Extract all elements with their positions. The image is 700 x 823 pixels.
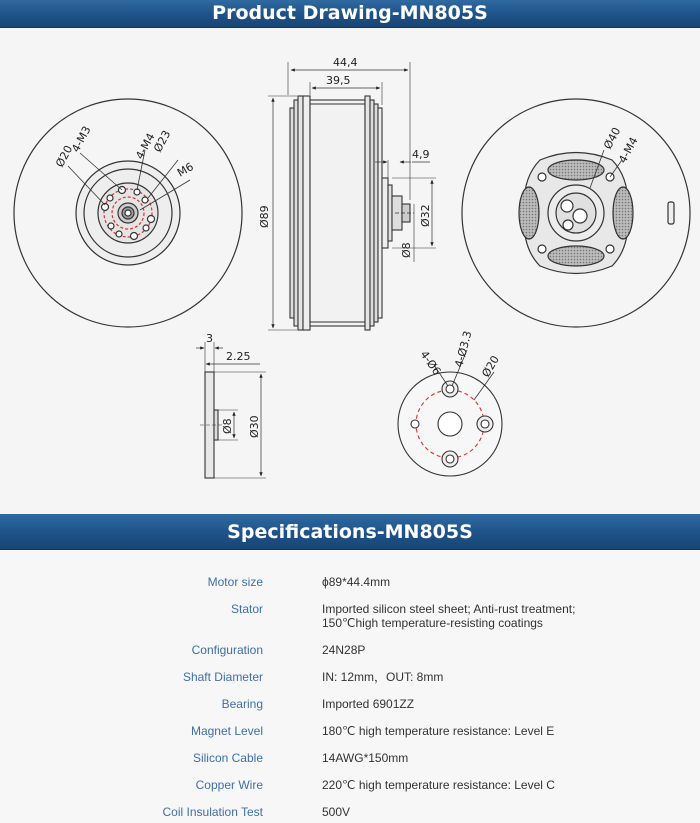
dim-side-49: 4,9 xyxy=(412,148,430,161)
dim-rear-d40: Ø40 xyxy=(601,125,624,152)
dim-side-d32: Ø32 xyxy=(419,204,432,227)
spec-value: 14AWG*150mm xyxy=(322,751,409,765)
dim-adapter-d8: Ø8 xyxy=(221,418,234,434)
spec-value: ϕ89*44.4mm xyxy=(322,575,391,589)
spec-table xyxy=(0,550,700,823)
spec-label: Coil Insulation Test xyxy=(162,805,263,819)
dim-adapter-d20: Ø20 xyxy=(479,353,502,380)
spec-value: 24N28P xyxy=(322,643,366,657)
spec-value: 500V xyxy=(322,805,351,819)
spec-value: 180℃ high temperature resistance: Level E xyxy=(322,724,555,738)
spec-value: Imported silicon steel sheet; Anti-rust treatment; xyxy=(322,602,576,616)
spec-section-title: Specifications-MN805S xyxy=(0,514,700,550)
dim-front-m4: 4-M4 xyxy=(133,131,158,162)
spec-label: Motor size xyxy=(207,575,263,589)
dim-side-d89: Ø89 xyxy=(258,205,271,228)
spec-value-line2: 150℃high temperature-resisting coatings xyxy=(322,616,543,630)
spec-label: Copper Wire xyxy=(195,778,263,792)
spec-label: Magnet Level xyxy=(190,724,263,738)
spec-value: 220℃ high temperature resistance: Level C xyxy=(322,778,555,792)
dim-adapter-d30: Ø30 xyxy=(248,415,261,438)
front-view xyxy=(14,99,242,327)
dim-side-395: 39,5 xyxy=(326,74,351,87)
dim-front-d23: Ø23 xyxy=(151,128,174,155)
dim-adapter-d33: 4-Ø3.3 xyxy=(452,329,475,369)
dim-adapter-d6: 4-Ø6 xyxy=(417,348,444,378)
dim-adapter-3: 3 xyxy=(206,332,213,345)
spec-label: Silicon Cable xyxy=(192,751,263,765)
rear-view xyxy=(462,99,690,327)
dim-front-m6: M6 xyxy=(175,160,196,180)
dim-rear-m4: 4-M4 xyxy=(616,135,641,166)
dim-adapter-225: 2.25 xyxy=(226,350,251,363)
product-drawing xyxy=(0,28,700,514)
spec-value: Imported 6901ZZ xyxy=(322,697,415,711)
spec-label: Shaft Diameter xyxy=(182,670,263,684)
side-view xyxy=(268,62,436,330)
spec-label: Stator xyxy=(230,602,263,616)
dim-front-m3: 4-M3 xyxy=(69,124,94,155)
dim-side-d8: Ø8 xyxy=(400,242,413,258)
spec-label: Configuration xyxy=(191,643,263,657)
spec-value: IN: 12mm，OUT: 8mm xyxy=(322,670,444,684)
dim-front-d20: Ø20 xyxy=(53,143,76,170)
spec-label: Bearing xyxy=(221,697,263,711)
dim-side-444: 44,4 xyxy=(333,56,358,69)
drawing-section-title: Product Drawing-MN805S xyxy=(0,0,700,28)
